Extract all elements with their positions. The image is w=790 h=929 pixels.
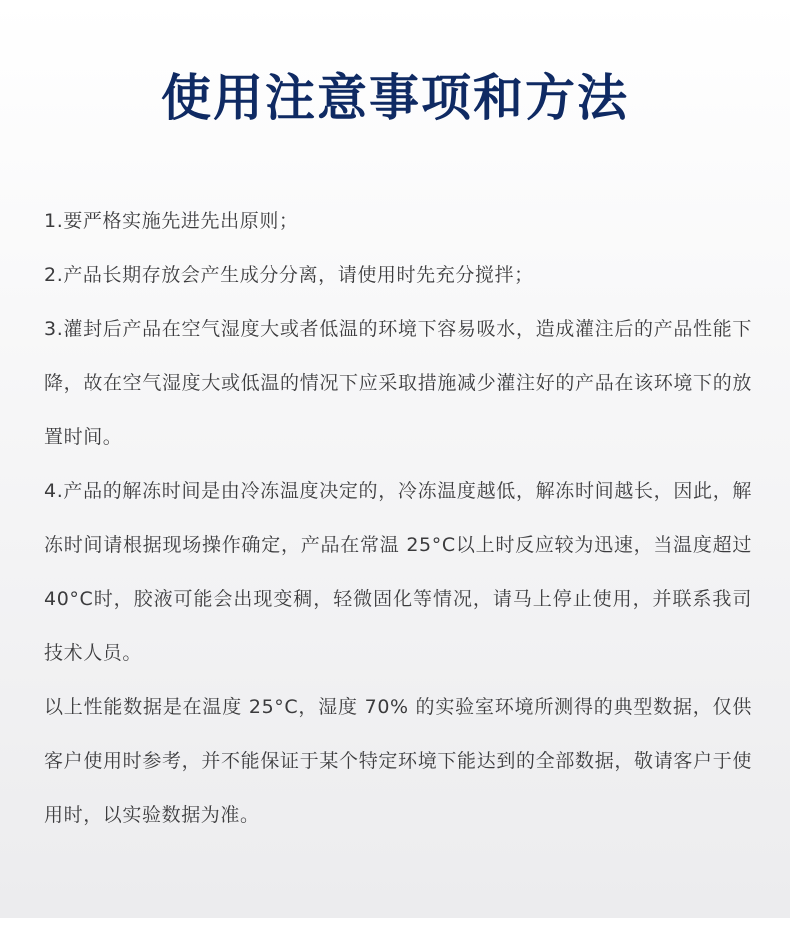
- page-title: 使用注意事项和方法: [161, 69, 629, 127]
- note-item-1: 1.要严格实施先进先出原则；: [44, 210, 299, 232]
- note-item-3: 3.灌封后产品在空气湿度大或者低温的环境下容易吸水，造成灌注后的产品性能下降，故在空气湿度大或低温的情况下应采取措施减少灌注好的产品在该环境下的放置时间。: [44, 318, 752, 448]
- note-item-4: 4.产品的解冻时间是由冷冻温度决定的，冷冻温度越低，解冻时间越长，因此，解冻时间请根据现场操作确定，产品在常温 25°C以上时反应较为迅速，当温度超过 40°C时，胶液可能会出现变稠，轻微固化等情况，请马上停止使用，并联系我司技术人员。: [44, 480, 752, 664]
- notes-list: [44, 194, 752, 842]
- note-item-2: 2.产品长期存放会产生成分分离，请使用时先充分搅拌；: [44, 264, 534, 286]
- disclaimer-note: 以上性能数据是在温度 25°C，湿度 70% 的实验室环境所测得的典型数据，仅供客户使用时参考，并不能保证于某个特定环境下能达到的全部数据，敬请客户于使用时，以实验数据为准。: [44, 696, 752, 826]
